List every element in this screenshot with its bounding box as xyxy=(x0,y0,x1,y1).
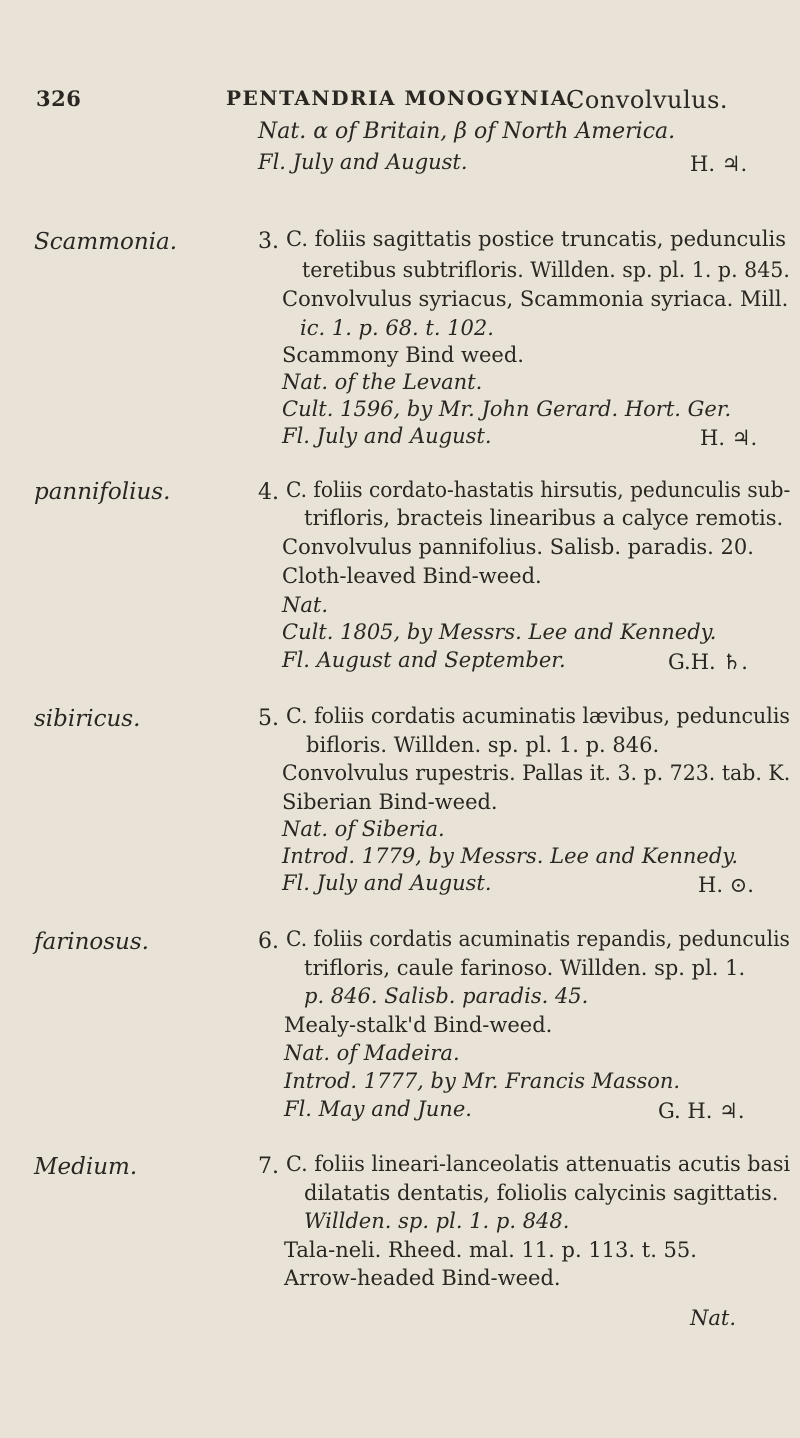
intro-habit: H. ♃. xyxy=(690,152,748,176)
entry-line: Arrow-headed Bind-weed. xyxy=(284,1266,561,1290)
entry-line: Nat. of Madeira. xyxy=(284,1041,460,1065)
entry-line: teretibus subtrifloris. Willden. sp. pl. 1. p. 845. xyxy=(302,258,790,282)
entry-line: Introd. 1779, by Messrs. Lee and Kennedy. xyxy=(282,844,739,868)
entry-line: C. foliis cordatis acuminatis lævibus, pedunculis xyxy=(286,704,790,728)
genus-heading: Convolvulus. xyxy=(566,86,729,114)
entry-line: Nat. of Siberia. xyxy=(282,817,445,841)
entry-line: Scammony Bind weed. xyxy=(282,343,524,367)
intro-line-2: Fl. July and August. xyxy=(258,150,468,174)
entry-line: Fl. July and August. xyxy=(282,424,492,448)
entry-line: C. foliis lineari-lanceolatis attenuatis acutis basi xyxy=(286,1152,791,1176)
entry-line: trifloris, bracteis linearibus a calyce remotis. xyxy=(304,506,784,530)
entry-number: 7. xyxy=(258,1154,279,1179)
entry-line: Convolvulus pannifolius. Salisb. paradis. 20. xyxy=(282,535,754,559)
side-name-medium: Medium. xyxy=(34,1154,138,1180)
entry-line: Convolvulus syriacus, Scammonia syriaca. Mill. xyxy=(282,287,789,311)
habit-mark: G. H. ♃. xyxy=(658,1099,745,1123)
entry-line: Fl. May and June. xyxy=(284,1097,472,1121)
entry-line: Cult. 1596, by Mr. John Gerard. Hort. Ger. xyxy=(282,397,732,421)
habit-mark: G.H. ♄. xyxy=(668,650,748,674)
entry-number: 6. xyxy=(258,929,279,954)
entry-number: 5. xyxy=(258,706,279,731)
entry-line: Fl. August and September. xyxy=(282,648,566,672)
entry-line: Nat. xyxy=(282,593,329,617)
entry-line: p. 846. Salisb. paradis. 45. xyxy=(304,984,589,1008)
side-name-sibiricus: sibiricus. xyxy=(34,706,141,732)
catchword: Nat. xyxy=(690,1306,737,1330)
entry-line: trifloris, caule farinoso. Willden. sp. pl. 1. xyxy=(304,956,746,980)
entry-line: Cloth-leaved Bind-weed. xyxy=(282,564,542,588)
entry-line: bifloris. Willden. sp. pl. 1. p. 846. xyxy=(306,733,660,757)
intro-line-1: Nat. α of Britain, β of North America. xyxy=(258,119,676,144)
entry-line: ic. 1. p. 68. t. 102. xyxy=(300,316,494,340)
entry-line: Nat. of the Levant. xyxy=(282,370,483,394)
entry-line: Mealy-stalk'd Bind-weed. xyxy=(284,1013,553,1037)
entry-number: 3. xyxy=(258,229,279,254)
running-title: PENTANDRIA MONOGYNIA. xyxy=(226,86,577,110)
side-name-scammonia: Scammonia. xyxy=(34,229,178,255)
habit-mark: H. ⊙. xyxy=(698,873,754,897)
entry-line: Tala-neli. Rheed. mal. 11. p. 113. t. 55. xyxy=(284,1238,697,1262)
entry-line: dilatatis dentatis, foliolis calycinis sagittatis. xyxy=(304,1181,779,1205)
habit-mark: H. ♃. xyxy=(700,426,758,450)
page-number: 326 xyxy=(36,86,82,111)
entry-line: Siberian Bind-weed. xyxy=(282,790,498,814)
entry-line: C. foliis cordatis acuminatis repandis, pedunculis xyxy=(286,927,790,951)
entry-line: Willden. sp. pl. 1. p. 848. xyxy=(304,1209,570,1233)
entry-line: C. foliis sagittatis postice truncatis, pedunculis xyxy=(286,227,786,251)
side-name-pannifolius: pannifolius. xyxy=(34,479,171,505)
entry-line: Fl. July and August. xyxy=(282,871,492,895)
side-name-farinosus: farinosus. xyxy=(34,929,149,955)
entry-line: Convolvulus rupestris. Pallas it. 3. p. 723. tab. K. xyxy=(282,761,791,785)
entry-number: 4. xyxy=(258,480,279,505)
entry-line: Cult. 1805, by Messrs. Lee and Kennedy. xyxy=(282,620,717,644)
entry-line: Introd. 1777, by Mr. Francis Masson. xyxy=(284,1069,681,1093)
entry-line: C. foliis cordato-hastatis hirsutis, pedunculis sub- xyxy=(286,478,791,502)
